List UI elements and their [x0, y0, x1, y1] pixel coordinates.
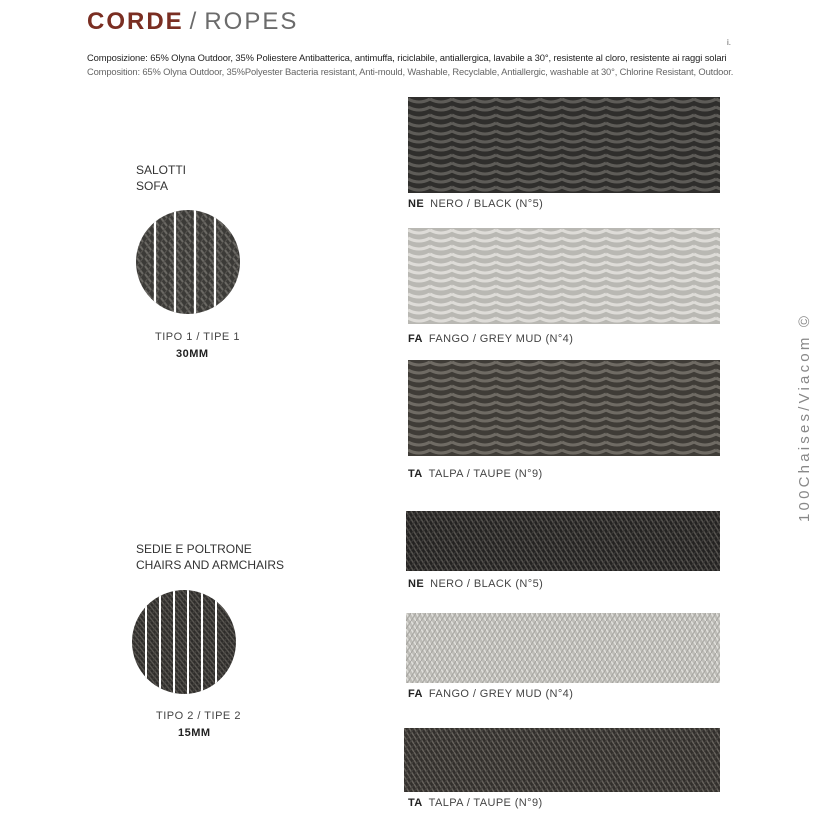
color-name: TALPA / TAUPE (N°9) [428, 797, 543, 809]
group-label-en: CHAIRS AND ARMCHAIRS [136, 558, 285, 572]
color-name: TALPA / TAUPE (N°9) [428, 468, 543, 480]
color-name: FANGO / GREY MUD (N°4) [428, 688, 574, 700]
rope-type-name: TIPO 2 / TIPE 2 [156, 710, 241, 722]
color-code: NE [408, 578, 425, 590]
swatch-black-30mm [408, 97, 720, 193]
swatch-label [408, 333, 573, 345]
swatch-taupe-15mm [404, 728, 720, 792]
composition-english: Composition: 65% Olyna Outdoor, 35%Polyester Bacteria resistant, Anti-mould, Washable, Recyclable, Antiallergic, washable at 30°, Chlorine Resistant, Outdoor. [87, 66, 734, 77]
header-mark: i. [727, 38, 731, 47]
swatch-grey-mud-15mm [406, 613, 720, 683]
color-name: NERO / BLACK (N°5) [430, 198, 544, 210]
page-title [87, 8, 298, 36]
color-name: NERO / BLACK (N°5) [430, 578, 544, 590]
color-code: FA [408, 688, 423, 700]
swatch-taupe-30mm [408, 360, 720, 456]
rope-type-name: TIPO 1 / TIPE 1 [155, 331, 240, 343]
title-secondary: ROPES [204, 8, 299, 35]
swatch-black-15mm [406, 511, 720, 571]
color-name: FANGO / GREY MUD (N°4) [428, 333, 574, 345]
color-code: TA [408, 797, 423, 809]
rope-size: 15MM [178, 727, 211, 739]
rope-type-1-sample [136, 210, 240, 314]
swatch-label [408, 198, 543, 210]
group-label-it: SEDIE E POLTRONE [136, 542, 252, 556]
color-code: FA [408, 333, 423, 345]
swatch-label [408, 688, 573, 700]
rope-size: 30MM [176, 348, 209, 360]
swatch-grey-mud-30mm [408, 228, 720, 324]
group-label-en: SOFA [136, 179, 169, 193]
title-separator: / [189, 8, 199, 35]
swatch-label [408, 797, 543, 809]
credit-watermark: 100Chaises/Viacom © [796, 312, 813, 522]
composition-italian: Composizione: 65% Olyna Outdoor, 35% Poliestere Antibatterica, antimuffa, riciclabile, antiallergica, lavabile a 30°, resistente al cloro, resistente ai raggi solari [87, 52, 727, 63]
swatch-label [408, 578, 543, 590]
color-code: NE [408, 198, 425, 210]
group-label-it: SALOTTI [136, 163, 187, 177]
color-code: TA [408, 468, 423, 480]
group-chairs-label [136, 541, 284, 573]
group-sofa-label [136, 162, 186, 194]
swatch-label [408, 468, 543, 480]
title-primary: CORDE [87, 8, 184, 35]
rope-type-2-sample [132, 590, 236, 694]
